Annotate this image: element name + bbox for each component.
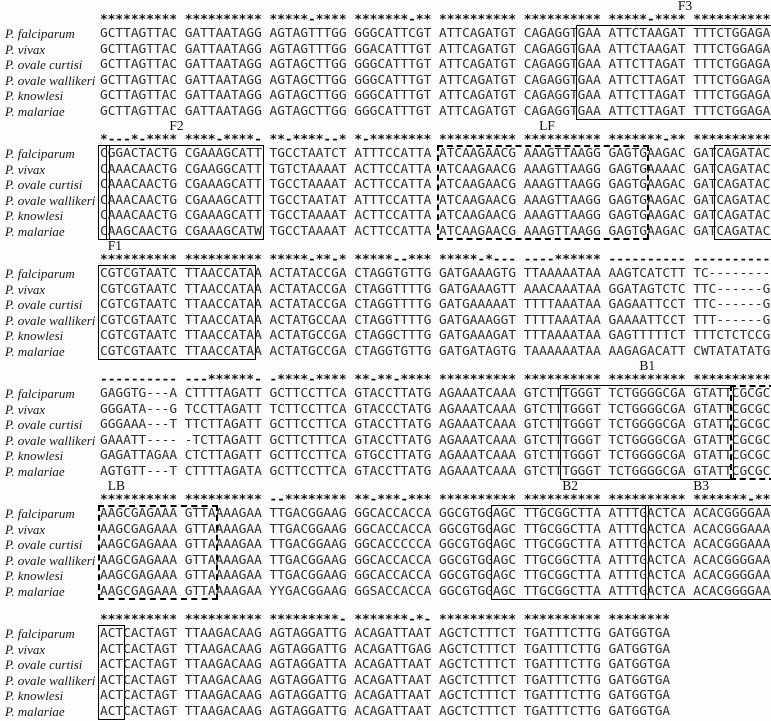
alignment-row xyxy=(0,328,771,344)
species-name: P. falciparum xyxy=(5,506,75,521)
sequence-text: AAGCGAGAAA GTTAAAAGAA TTGACGGAAG GGCACCACCA GGCGTGGAGC TTGCGGCTTA ATTTGACTCA ACACGGGGAA xyxy=(100,552,771,568)
species-name: P. ovale wallikeri xyxy=(5,72,96,88)
conservation-line: ---------- ---******- -****-**** **-**-**** ********** ********** ********** ********** xyxy=(100,372,771,387)
sequence-text: GGGATA---G TCCTTAGATT TCTTCCTTCA GTACCCTATG AGAAATCAAA GTCTTTGGGT TCTGGGGCGA GTATTCGCGC xyxy=(100,401,771,417)
conservation-line: ********** ********** *********- *******-*- ********** ********** ******** xyxy=(100,612,671,627)
sequence-text: CGTCGTAATC TTAACCATAA ACTATGCCGA CTAGGTGTTG GATGATAGTG TAAAAAATAA AAGAGACATT CWTATATATG xyxy=(100,343,771,359)
sequence-text: CGTCGTAATC TTAACCATAA ACTATGCCAA CTAGGTTTTG GATGAAAGGT TTTTAAATAA GAAAATTCCT TTT------G xyxy=(100,312,771,328)
sequence-text: CAAACAACTG CGAAAGCATT TGCCTAATAT ATTTCCATTA ATCAAGAACG AAAGTTAAGG GAGTGAAGAC GATCAGATAC xyxy=(100,192,771,208)
alignment-row xyxy=(0,568,771,584)
species-name: P. knowlesi xyxy=(5,328,64,343)
alignment-row xyxy=(0,208,771,224)
sequence-text: CGTCGTAATC TTAACCATAA ACTATACCGA CTAGGTGTTG GATGAAAGTG TTAAAAATAA AAGTCATCTT TC-------- xyxy=(100,266,771,281)
species-name: P. knowlesi xyxy=(5,208,64,223)
sequence-text: AAGCGAGAAA GTTAAAAGAA TTGACGGAAG GGCACCACCA GGCGTGGAGC TTGCGGCTTA ATTTGACTCA ACACGGGGAA xyxy=(100,568,771,583)
alignment-block xyxy=(0,238,771,361)
conservation-line: ********** ********** *****-**-* *****--*** *****-*--- ----****** ---------- ---------- xyxy=(100,252,771,267)
primer-label-f1: F1 xyxy=(107,238,122,253)
alignment-block xyxy=(0,1,771,121)
sequence-alignment-figure xyxy=(0,1,771,721)
species-name: P. knowlesi xyxy=(5,688,64,703)
alignment-row xyxy=(0,417,771,433)
species-name: P. knowlesi xyxy=(5,88,64,103)
species-name: P. ovale wallikeri xyxy=(5,192,96,208)
species-name: P. falciparum xyxy=(5,386,75,401)
primer-label-lb: LB xyxy=(107,478,125,493)
sequence-text: GCTTAGTTAC GATTAATAGG AGTAGCTTGG GGGCATTTGT ATTCAGATGT CAGAGGTGAA ATTCTTAGAT TTTCTGGAGA xyxy=(100,88,771,103)
primer-label-f2: F2 xyxy=(169,118,184,133)
sequence-text: GAGATTAGAA CTCTTAGATT GCTTCCTTCA GTGCCTTATG AGAAATCAAA GTCTTTGGGT TCTGGGGCGA GTATTCGCGC xyxy=(100,448,771,463)
sequence-text: AAGCGAGAAA GTTAAAAGAA TTGACGGAAG GGCACCACCA GGCGTGGAGC TTGCGGCTTA ATTTGACTCA ACACGGGAAA xyxy=(100,521,771,537)
sequence-text: AAGCGAGAAA GTTAAAAGAA TTGACGGAAG GGCACCACCA GGCGTGGAGC TTGCGGCTTA ATTTGACTCA ACACGGGGAA xyxy=(100,506,771,521)
species-name: P. ovale wallikeri xyxy=(5,432,96,448)
sequence-text: ACTCACTAGT TTAAGACAAG AGTAGGATTG ACAGATTGAG AGCTCTTTCT TGATTTCTTG GATGGTGA xyxy=(100,641,671,657)
alignment-row xyxy=(0,584,771,600)
alignment-row xyxy=(0,344,771,360)
species-name: P. ovale curtisi xyxy=(5,57,83,72)
species-name: P. vivax xyxy=(5,281,46,297)
species-name: P. ovale curtisi xyxy=(5,297,83,312)
alignment-block xyxy=(0,358,771,481)
alignment-row xyxy=(0,553,771,569)
species-name: P. falciparum xyxy=(5,266,75,281)
alignment-row xyxy=(0,386,771,402)
species-name: P. knowlesi xyxy=(5,568,64,583)
alignment-row xyxy=(0,688,771,704)
alignment-block xyxy=(0,478,771,601)
alignment-row xyxy=(0,282,771,298)
sequence-text: CAAACAACTG CGAAGGCATT TGTCTAAAAT ACTTCCATTA ATCAAGAACG AAAGTTAAGG GAGTGAAAAC GATCAGATAC xyxy=(100,161,771,177)
alignment-row xyxy=(0,177,771,193)
species-name: P. malariae xyxy=(5,223,65,239)
alignment-row xyxy=(0,402,771,418)
primer-label-lf: LF xyxy=(539,118,555,133)
species-name: P. knowlesi xyxy=(5,448,64,463)
alignment-row xyxy=(0,433,771,449)
sequence-text: CGTCGTAATC TTAACCATAA ACTATGCCGA CTAGGCTTTG GATGAAAGAT TTTAAAATAA GAGTTTTTCT TTTCTCTCCG xyxy=(100,328,771,343)
species-name: P. malariae xyxy=(5,103,65,119)
species-name: P. falciparum xyxy=(5,146,75,161)
species-name: P. malariae xyxy=(5,703,65,719)
alignment-block xyxy=(0,118,771,241)
species-name: P. falciparum xyxy=(5,626,75,641)
sequence-text: GAGGTG---A CTTTTAGATT GCTTCCTTCA GTACCTTATG AGAAATCAAA GTCTTTGGGT TCTGGGGCGA GTATTCGCGC xyxy=(100,386,771,401)
alignment-row xyxy=(0,73,771,89)
sequence-text: ACTCACTAGT TTAAGACAAG AGTAGGATTG ACAGATTAAT AGCTCTTTCT TGATTTCTTG GATGGTGA xyxy=(100,688,671,703)
conservation-line: *---*-**** ****-****- **-****--* *-******** ********** ********** *******-** ********** xyxy=(100,132,771,147)
alignment-row xyxy=(0,626,771,642)
alignment-row xyxy=(0,162,771,178)
sequence-text: ACTCACTAGT TTAAGACAAG AGTAGGATTA ACAGATTAAT AGCTCTTTCT TGATTTCTTG GATGGTGA xyxy=(100,657,671,672)
species-name: P. malariae xyxy=(5,583,65,599)
alignment-row xyxy=(0,522,771,538)
alignment-row xyxy=(0,88,771,104)
primer-label-f3: F3 xyxy=(677,0,693,13)
alignment-row xyxy=(0,657,771,673)
sequence-text: ACTCACTAGT TTAAGACAAG AGTAGGATTG ACAGATTAAT AGCTCTTTCT TGATTTCTTG GATGGTGA xyxy=(100,703,671,719)
sequence-text: GAAATT---- -TCTTAGATT GCTTCTTTCA GTACCTTATG AGAAATCAAA GTCTTTGGGT TCTGGGGCGA GTATTCGCGC xyxy=(100,432,771,448)
sequence-text: CAAACAACTG CGAAAGCATT TGCCTAAAAT ACTTCCATTA ATCAAGAACG AAAGTTAAGG GAGTGAAGAC GATCAGATAC xyxy=(100,177,771,192)
primer-label-b1: B1 xyxy=(639,358,656,373)
alignment-row xyxy=(0,506,771,522)
species-name: P. ovale wallikeri xyxy=(5,552,96,568)
species-name: P. ovale curtisi xyxy=(5,177,83,192)
species-name: P. vivax xyxy=(5,161,46,177)
alignment-row xyxy=(0,673,771,689)
species-name: P. ovale curtisi xyxy=(5,537,83,552)
alignment-row xyxy=(0,146,771,162)
alignment-row xyxy=(0,266,771,282)
species-name: P. vivax xyxy=(5,641,46,657)
alignment-row xyxy=(0,704,771,720)
sequence-text: CGTCGTAATC TTAACCATAA ACTATACCGA CTAGGTTTTG GATGAAAGTT AAACAAATAA GGATAGTCTC TTC------G xyxy=(100,281,771,297)
species-name: P. malariae xyxy=(5,343,65,359)
sequence-text: CAAACAACTG CGAAAGCATT TGCCTAAAAT ACTTCCATTA ATCAAGAACG AAAGTTAAGG GAGTGAAGAC GATCAGATAC xyxy=(100,208,771,223)
alignment-row xyxy=(0,537,771,553)
sequence-text: AAGCGAGAAA GTTAAAAGAA TTGACGGAAG GGCACCCCCA GGCGTGGAGC TTGCGGCTTA ATTTGACTCA ACACGGGAAA xyxy=(100,537,771,552)
sequence-text: AAGCGAGAAA GTTAAAAGAA YYGACGGAAG GGSACCACCA GGCGTGGAGC TTGCGGCTTA ATTTGACTCA ACACGGGGAA xyxy=(100,583,771,599)
alignment-block xyxy=(0,601,771,721)
alignment-row xyxy=(0,297,771,313)
sequence-text: CGGACTACTG CGAAAGCATT TGCCTAATCT ATTTCCATTA ATCAAGAACG AAAGTTAAGG GAGTGAAGAC GATCAGATAC xyxy=(100,146,771,161)
sequence-text: ACTCACTAGT TTAAGACAAG AGTAGGATTG ACAGATTAAT AGCTCTTTCT TGATTTCTTG GATGGTGA xyxy=(100,626,671,641)
species-name: P. falciparum xyxy=(5,26,75,41)
species-name: P. ovale curtisi xyxy=(5,417,83,432)
alignment-row xyxy=(0,224,771,240)
alignment-row xyxy=(0,104,771,120)
alignment-row xyxy=(0,42,771,58)
alignment-row xyxy=(0,464,771,480)
sequence-text: CAAGCAACTG CGAAAGCATW TGCCTAAAAT ACTTCCATTA ATCAAGAACG AAAGTTAAGG GAGTGAAGAC GATCAGATAC xyxy=(100,223,771,239)
primer-label-b2: B2 xyxy=(562,478,579,493)
sequence-text: GCTTAGTTAC GATTAATAGG AGTAGTTTGG GGGCATTCGT ATTCAGATGT CAGAGGTGAA ATTCTAAGAT TTTCTGGAGA xyxy=(100,26,771,41)
alignment-row xyxy=(0,193,771,209)
sequence-text: AGTGTT---T CTTTTAGATA GCTTCCTTCA GTACCTTATG AGAAATCAAA GTCTTTGGGT TCTGGGGCGA GTATTCGCGC xyxy=(100,463,771,479)
species-name: P. ovale wallikeri xyxy=(5,312,96,328)
alignment-row xyxy=(0,642,771,658)
conservation-line: ********** ********** *****-**** *******-** ********** ********** *****-**** ********** xyxy=(100,12,771,27)
alignment-row xyxy=(0,26,771,42)
species-name: P. malariae xyxy=(5,463,65,479)
sequence-text: GCTTAGTTAC GATTAATAGG AGTAGCTTGG GGGCATTTGT ATTCAGATGT CAGAGGTGAA ATTCTTAGAT TTTCTGGAGA xyxy=(100,72,771,88)
primer-label-b3: B3 xyxy=(693,478,709,493)
species-name: P. vivax xyxy=(5,41,46,57)
sequence-text: GCTTAGTTAC GATTAATAGG AGTAGCTTGG GGGCATTTGT ATTCAGATGT CAGAGGTGAA ATTCTTAGAT TTTCTGGAGA xyxy=(100,103,771,119)
sequence-text: GGGAAA---T TTCTTAGATT GCTTCCTTCA GTACCTTATG AGAAATCAAA GTCTTTGGGT TCTGGGGCGA GTATTCGCGC xyxy=(100,417,771,432)
sequence-text: CGTCGTAATC TTAACCATAA ACTATACCGA CTAGGTTTTG GATGAAAAAT TTTTAAATAA GAGAATTCCT TTC------G xyxy=(100,297,771,312)
sequence-text: GCTTAGTTAC GATTAATAGG AGTAGCTTGG GGGCATTTGT ATTCAGATGT CAGAGGTGAA ATTCTTAGAT TTTCTGGAGA xyxy=(100,57,771,72)
alignment-row xyxy=(0,57,771,73)
sequence-text: ACTCACTAGT TTAAGACAAG AGTAGGATTG ACAGATTAAT AGCTCTTTCT TGATTTCTTG GATGGTGA xyxy=(100,672,671,688)
conservation-line: ********** ********** --******** **-***-*** ********** ********** ********** *******-** xyxy=(100,492,771,507)
alignment-row xyxy=(0,313,771,329)
species-name: P. vivax xyxy=(5,401,46,417)
species-name: P. ovale wallikeri xyxy=(5,672,96,688)
species-name: P. ovale curtisi xyxy=(5,657,83,672)
species-name: P. vivax xyxy=(5,521,46,537)
sequence-text: GCTTAGTTAC GATTAATAGG AGTAGTTTGG GGACATTTGT ATTCAGATGT CAGAGGTGAA ATTCTAAGAT TTTCTGGAGA xyxy=(100,41,771,57)
alignment-row xyxy=(0,448,771,464)
